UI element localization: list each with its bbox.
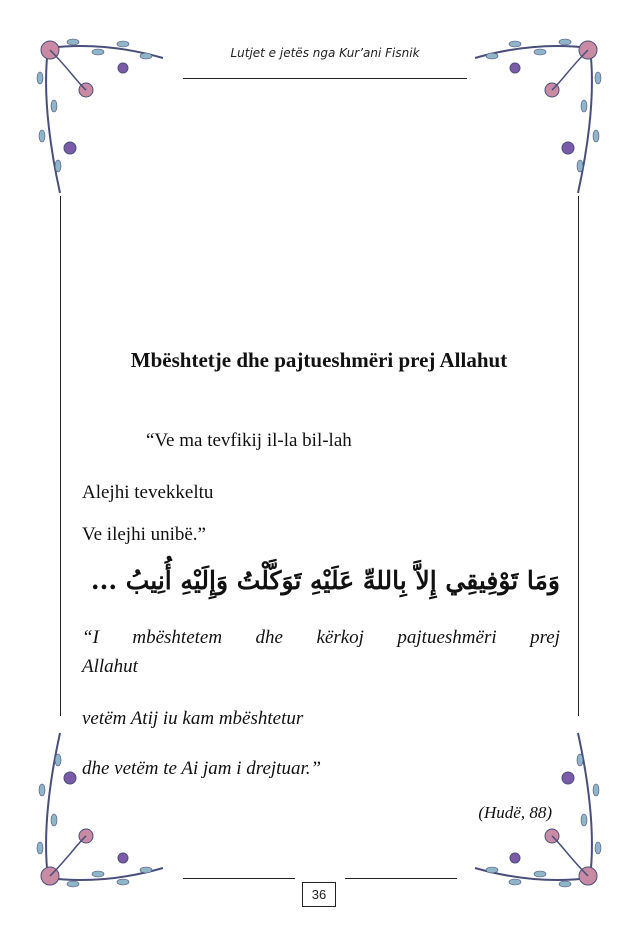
transliteration-line: Alejhi tevekkeltu (82, 482, 214, 503)
floral-corner-bottom-left-icon (28, 728, 168, 898)
floral-corner-top-left-icon (28, 28, 168, 198)
frame-line-right (578, 196, 579, 716)
footer-rule-left (183, 878, 295, 879)
transliteration-line: “Ve ma tevfikij il-la bil-lah (146, 430, 352, 451)
translation-line: “I mbështetem dhe kërkoj pajtueshmëri prej (82, 627, 560, 648)
page-number: 36 (302, 882, 336, 907)
translation-line: dhe vetëm te Ai jam i drejtuar.” (82, 758, 322, 779)
frame-line-left (60, 196, 61, 716)
arabic-verse: وَمَا تَوْفِيقِي إِلاَّ بِاللهِّ عَلَيْهِ تَوَكَّلْتُ وَإِلَيْهِ أُنِيبُ ... (90, 566, 560, 595)
translation-line: vetëm Atij iu kam mbështetur (82, 708, 304, 729)
floral-corner-top-right-icon (470, 28, 610, 198)
section-heading: Mbështetje dhe pajtueshmëri prej Allahut (130, 348, 508, 372)
translation-line: Allahut (82, 656, 138, 677)
running-header: Lutjet e jetës nga Kur’ani Fisnik (230, 46, 420, 60)
footer-rule-right (345, 878, 457, 879)
verse-reference: (Hudë, 88) (478, 803, 552, 822)
transliteration-line: Ve ilejhi unibë.” (82, 524, 206, 545)
header-rule (183, 78, 467, 79)
